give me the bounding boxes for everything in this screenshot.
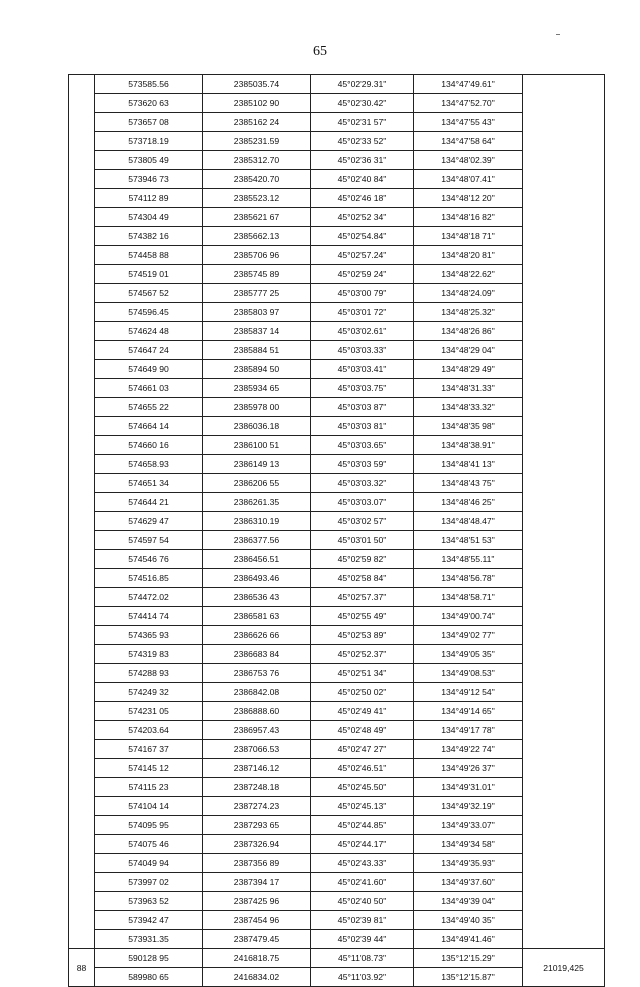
section-area: 21019,425 bbox=[523, 949, 605, 987]
cell-y: 2385745 89 bbox=[203, 265, 311, 284]
cell-y: 2386683 84 bbox=[203, 645, 311, 664]
cell-y: 2386493.46 bbox=[203, 569, 311, 588]
cell-y: 2386536 43 bbox=[203, 588, 311, 607]
cell-lon: 134°49'14 65" bbox=[414, 702, 523, 721]
cell-x: 574655 22 bbox=[95, 398, 203, 417]
cell-y: 2386036.18 bbox=[203, 417, 311, 436]
cell-x: 574596.45 bbox=[95, 303, 203, 322]
cell-y: 2385162 24 bbox=[203, 113, 311, 132]
cell-x: 574658.93 bbox=[95, 455, 203, 474]
cell-x: 574567 52 bbox=[95, 284, 203, 303]
cell-y: 2386149 13 bbox=[203, 455, 311, 474]
cell-x: 574472.02 bbox=[95, 588, 203, 607]
cell-lat: 45°02'36 31" bbox=[311, 151, 414, 170]
cell-y: 2385803 97 bbox=[203, 303, 311, 322]
cell-lat: 45°02'46.51" bbox=[311, 759, 414, 778]
cell-y: 2385706 96 bbox=[203, 246, 311, 265]
cell-y: 2387454 96 bbox=[203, 911, 311, 930]
cell-lat: 45°02'44.17" bbox=[311, 835, 414, 854]
cell-x: 574624 48 bbox=[95, 322, 203, 341]
cell-lat: 45°11'08.73" bbox=[311, 949, 414, 968]
cell-y: 2387394 17 bbox=[203, 873, 311, 892]
cell-x: 574145 12 bbox=[95, 759, 203, 778]
cell-lat: 45°03'03.65" bbox=[311, 436, 414, 455]
cell-x: 573942 47 bbox=[95, 911, 203, 930]
section-number: 88 bbox=[69, 949, 95, 987]
cell-y: 2385777 25 bbox=[203, 284, 311, 303]
cell-y: 2386310.19 bbox=[203, 512, 311, 531]
cell-lon: 134°48'02.39" bbox=[414, 151, 523, 170]
cell-lon: 134°49'41.46" bbox=[414, 930, 523, 949]
cell-lat: 45°02'48 49" bbox=[311, 721, 414, 740]
cell-lon: 134°48'33.32" bbox=[414, 398, 523, 417]
cell-x: 573718.19 bbox=[95, 132, 203, 151]
cell-lat: 45°03'02.61" bbox=[311, 322, 414, 341]
cell-lon: 134°48'48.47" bbox=[414, 512, 523, 531]
cell-x: 574414 74 bbox=[95, 607, 203, 626]
cell-y: 2386206 55 bbox=[203, 474, 311, 493]
cell-lon: 135°12'15.29" bbox=[414, 949, 523, 968]
cell-x: 574249 32 bbox=[95, 683, 203, 702]
cell-x: 574115 23 bbox=[95, 778, 203, 797]
cell-lon: 134°49'40 35" bbox=[414, 911, 523, 930]
cell-x: 573805 49 bbox=[95, 151, 203, 170]
cell-x: 573620 63 bbox=[95, 94, 203, 113]
cell-lat: 45°02'40 84" bbox=[311, 170, 414, 189]
cell-lat: 45°02'57.37" bbox=[311, 588, 414, 607]
cell-x: 574597 54 bbox=[95, 531, 203, 550]
cell-x: 574075 46 bbox=[95, 835, 203, 854]
cell-lat: 45°02'52.37" bbox=[311, 645, 414, 664]
cell-lon: 134°48'25.32" bbox=[414, 303, 523, 322]
cell-y: 2385934 65 bbox=[203, 379, 311, 398]
cell-lat: 45°03'03.07" bbox=[311, 493, 414, 512]
cell-x: 573963 52 bbox=[95, 892, 203, 911]
cell-x: 574644 21 bbox=[95, 493, 203, 512]
cell-lon: 134°48'38.91" bbox=[414, 436, 523, 455]
cell-y: 2386456.51 bbox=[203, 550, 311, 569]
area-cell bbox=[523, 75, 605, 949]
cell-x: 574516.85 bbox=[95, 569, 203, 588]
cell-y: 2385978 00 bbox=[203, 398, 311, 417]
cell-x: 574104 14 bbox=[95, 797, 203, 816]
cell-lon: 134°47'52.70" bbox=[414, 94, 523, 113]
cell-lon: 134°48'24.09" bbox=[414, 284, 523, 303]
cell-lon: 134°48'43 75" bbox=[414, 474, 523, 493]
page-number: 65 bbox=[313, 44, 327, 59]
cell-y: 2385102 90 bbox=[203, 94, 311, 113]
cell-lat: 45°03'00 79" bbox=[311, 284, 414, 303]
cell-x: 574365 93 bbox=[95, 626, 203, 645]
cell-lat: 45°02'54.84" bbox=[311, 227, 414, 246]
cell-lon: 134°48'26 86" bbox=[414, 322, 523, 341]
cell-lat: 45°02'39 81" bbox=[311, 911, 414, 930]
cell-x: 574049 94 bbox=[95, 854, 203, 873]
cell-lat: 45°03'03 81" bbox=[311, 417, 414, 436]
cell-lon: 134°48'46 25" bbox=[414, 493, 523, 512]
cell-lon: 134°49'33.07" bbox=[414, 816, 523, 835]
cell-x: 574231 05 bbox=[95, 702, 203, 721]
cell-lon: 134°49'31.01" bbox=[414, 778, 523, 797]
cell-lon: 134°48'56.78" bbox=[414, 569, 523, 588]
cell-lon: 134°48'29 04" bbox=[414, 341, 523, 360]
cell-x: 574664 14 bbox=[95, 417, 203, 436]
cell-x: 573946 73 bbox=[95, 170, 203, 189]
cell-lon: 134°48'35 98" bbox=[414, 417, 523, 436]
cell-y: 2385621 67 bbox=[203, 208, 311, 227]
cell-lat: 45°11'03.92" bbox=[311, 968, 414, 987]
cell-lat: 45°02'57.24" bbox=[311, 246, 414, 265]
cell-lon: 134°49'39 04" bbox=[414, 892, 523, 911]
cell-lat: 45°02'31 57" bbox=[311, 113, 414, 132]
cell-y: 2386377.56 bbox=[203, 531, 311, 550]
cell-lon: 134°48'55.11" bbox=[414, 550, 523, 569]
cell-x: 574629 47 bbox=[95, 512, 203, 531]
cell-y: 2386888.60 bbox=[203, 702, 311, 721]
cell-x: 574288 93 bbox=[95, 664, 203, 683]
cell-lon: 134°48'12 20" bbox=[414, 189, 523, 208]
cell-y: 2416818.75 bbox=[203, 949, 311, 968]
coordinates-table bbox=[68, 74, 605, 987]
cell-lat: 45°02'50 02" bbox=[311, 683, 414, 702]
cell-y: 2386100 51 bbox=[203, 436, 311, 455]
cell-lat: 45°03'03 87" bbox=[311, 398, 414, 417]
cell-lon: 134°47'49.61" bbox=[414, 75, 523, 94]
cell-lon: 134°48'29 49" bbox=[414, 360, 523, 379]
cell-lon: 134°49'22 74" bbox=[414, 740, 523, 759]
cell-x: 574458 88 bbox=[95, 246, 203, 265]
cell-y: 2385894 50 bbox=[203, 360, 311, 379]
cell-lat: 45°02'30.42" bbox=[311, 94, 414, 113]
cell-x: 574649 90 bbox=[95, 360, 203, 379]
cell-lat: 45°03'03.33" bbox=[311, 341, 414, 360]
cell-y: 2387356 89 bbox=[203, 854, 311, 873]
cell-lat: 45°02'49 41" bbox=[311, 702, 414, 721]
cell-lon: 134°49'17 78" bbox=[414, 721, 523, 740]
cell-lon: 134°48'22.62" bbox=[414, 265, 523, 284]
cell-y: 2386581 63 bbox=[203, 607, 311, 626]
cell-lon: 134°48'20 81" bbox=[414, 246, 523, 265]
cell-lon: 134°49'05 35" bbox=[414, 645, 523, 664]
cell-y: 2386626 66 bbox=[203, 626, 311, 645]
cell-y: 2385231.59 bbox=[203, 132, 311, 151]
cell-lon: 134°49'02 77" bbox=[414, 626, 523, 645]
cell-lat: 45°03'01 72" bbox=[311, 303, 414, 322]
cell-x: 574304 49 bbox=[95, 208, 203, 227]
cell-lon: 134°47'58 64" bbox=[414, 132, 523, 151]
cell-x: 573997 02 bbox=[95, 873, 203, 892]
cell-y: 2385837 14 bbox=[203, 322, 311, 341]
cell-lon: 134°49'12 54" bbox=[414, 683, 523, 702]
cell-y: 2387326.94 bbox=[203, 835, 311, 854]
cell-lat: 45°03'03.75" bbox=[311, 379, 414, 398]
cell-x: 573931.35 bbox=[95, 930, 203, 949]
cell-lat: 45°02'59 82" bbox=[311, 550, 414, 569]
cell-lat: 45°02'58 84" bbox=[311, 569, 414, 588]
cell-x: 573585.56 bbox=[95, 75, 203, 94]
cell-y: 2385662.13 bbox=[203, 227, 311, 246]
cell-y: 2387146.12 bbox=[203, 759, 311, 778]
cell-lat: 45°02'41.60" bbox=[311, 873, 414, 892]
cell-lat: 45°02'44.85" bbox=[311, 816, 414, 835]
cell-lat: 45°03'01 50" bbox=[311, 531, 414, 550]
cell-lon: 134°49'37.60" bbox=[414, 873, 523, 892]
cell-lon: 134°49'00.74" bbox=[414, 607, 523, 626]
cell-x: 574382 16 bbox=[95, 227, 203, 246]
cell-lon: 134°47'55 43" bbox=[414, 113, 523, 132]
corner-mark bbox=[556, 34, 560, 35]
cell-x: 574651 34 bbox=[95, 474, 203, 493]
cell-y: 2385312.70 bbox=[203, 151, 311, 170]
cell-lon: 135°12'15.87" bbox=[414, 968, 523, 987]
cell-lon: 134°48'41 13" bbox=[414, 455, 523, 474]
cell-x: 574319 83 bbox=[95, 645, 203, 664]
cell-lat: 45°03'03.41" bbox=[311, 360, 414, 379]
cell-lon: 134°48'51 53" bbox=[414, 531, 523, 550]
cell-y: 2387425 96 bbox=[203, 892, 311, 911]
table-row bbox=[69, 949, 605, 968]
cell-x: 590128 95 bbox=[95, 949, 203, 968]
cell-y: 2387293 65 bbox=[203, 816, 311, 835]
cell-lat: 45°02'45.50" bbox=[311, 778, 414, 797]
cell-x: 574112 89 bbox=[95, 189, 203, 208]
cell-y: 2386753 76 bbox=[203, 664, 311, 683]
cell-x: 574167 37 bbox=[95, 740, 203, 759]
cell-lat: 45°02'51 34" bbox=[311, 664, 414, 683]
cell-x: 574661 03 bbox=[95, 379, 203, 398]
cell-lat: 45°02'53 89" bbox=[311, 626, 414, 645]
cell-lon: 134°49'32.19" bbox=[414, 797, 523, 816]
cell-lon: 134°49'26 37" bbox=[414, 759, 523, 778]
cell-lat: 45°02'55 49" bbox=[311, 607, 414, 626]
cell-y: 2386842.08 bbox=[203, 683, 311, 702]
cell-y: 2387479.45 bbox=[203, 930, 311, 949]
cell-y: 2387248.18 bbox=[203, 778, 311, 797]
cell-y: 2416834.02 bbox=[203, 968, 311, 987]
cell-lat: 45°02'45.13" bbox=[311, 797, 414, 816]
cell-lat: 45°02'29.31" bbox=[311, 75, 414, 94]
cell-lat: 45°02'39 44" bbox=[311, 930, 414, 949]
cell-x: 573657 08 bbox=[95, 113, 203, 132]
cell-x: 574647 24 bbox=[95, 341, 203, 360]
cell-lat: 45°02'52 34" bbox=[311, 208, 414, 227]
cell-x: 574660 16 bbox=[95, 436, 203, 455]
cell-x: 574095 95 bbox=[95, 816, 203, 835]
cell-y: 2385035.74 bbox=[203, 75, 311, 94]
cell-lon: 134°49'35.93" bbox=[414, 854, 523, 873]
cell-x: 589980 65 bbox=[95, 968, 203, 987]
cell-y: 2387066.53 bbox=[203, 740, 311, 759]
cell-x: 574546 76 bbox=[95, 550, 203, 569]
cell-lon: 134°49'34 58" bbox=[414, 835, 523, 854]
cell-lon: 134°48'07.41" bbox=[414, 170, 523, 189]
cell-y: 2385884 51 bbox=[203, 341, 311, 360]
cell-lon: 134°48'31.33" bbox=[414, 379, 523, 398]
cell-y: 2385523.12 bbox=[203, 189, 311, 208]
number-cell bbox=[69, 75, 95, 949]
cell-lat: 45°02'46 18" bbox=[311, 189, 414, 208]
cell-y: 2385420.70 bbox=[203, 170, 311, 189]
cell-lat: 45°02'59 24" bbox=[311, 265, 414, 284]
cell-x: 574203.64 bbox=[95, 721, 203, 740]
cell-lat: 45°03'03.32" bbox=[311, 474, 414, 493]
cell-y: 2386957.43 bbox=[203, 721, 311, 740]
cell-lat: 45°02'40 50" bbox=[311, 892, 414, 911]
cell-lat: 45°02'47 27" bbox=[311, 740, 414, 759]
cell-lon: 134°49'08.53" bbox=[414, 664, 523, 683]
cell-lon: 134°48'16 82" bbox=[414, 208, 523, 227]
cell-lon: 134°48'18 71" bbox=[414, 227, 523, 246]
cell-x: 574519 01 bbox=[95, 265, 203, 284]
cell-lon: 134°48'58.71" bbox=[414, 588, 523, 607]
cell-lat: 45°02'33 52" bbox=[311, 132, 414, 151]
cell-lat: 45°02'43.33" bbox=[311, 854, 414, 873]
cell-y: 2387274.23 bbox=[203, 797, 311, 816]
table-row bbox=[69, 75, 605, 94]
cell-y: 2386261.35 bbox=[203, 493, 311, 512]
cell-lat: 45°03'03 59" bbox=[311, 455, 414, 474]
cell-lat: 45°03'02 57" bbox=[311, 512, 414, 531]
